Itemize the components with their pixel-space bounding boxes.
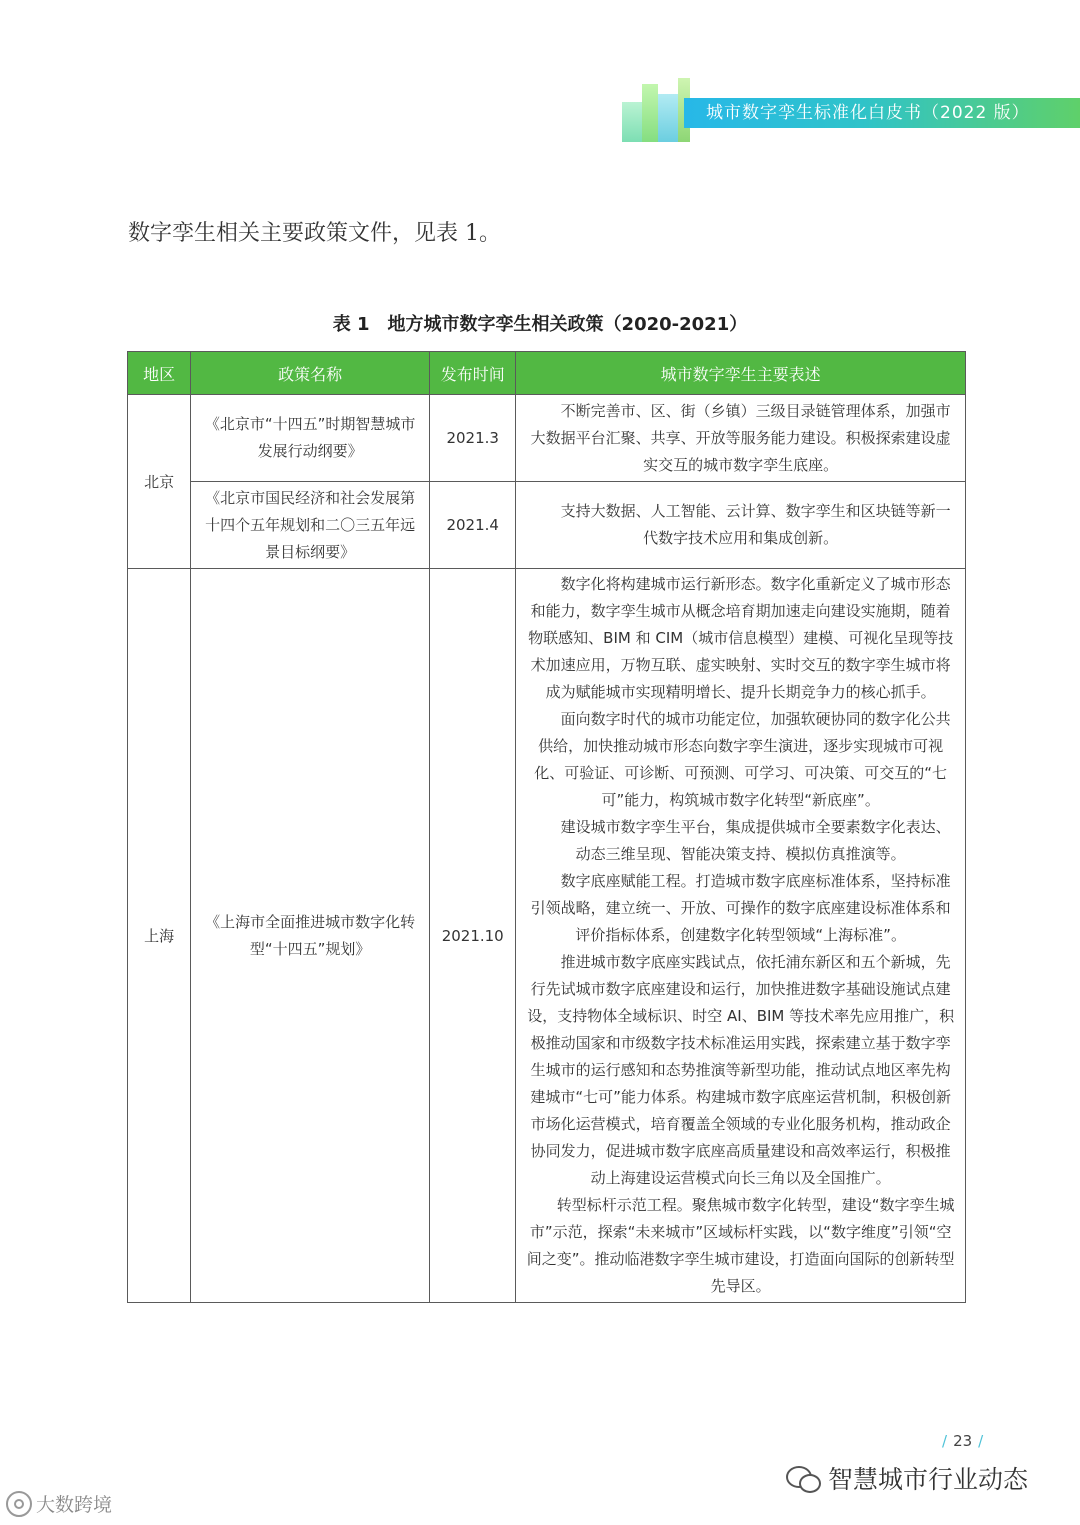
header-banner [612, 78, 1080, 142]
corner-watermark [6, 1490, 112, 1517]
watermark-logo-icon [6, 1491, 32, 1517]
column-header-policy-name: 政策名称 [191, 352, 430, 395]
date-cell: 2021.10 [430, 569, 516, 1303]
table-header-row [128, 352, 966, 395]
date-cell: 2021.3 [430, 395, 516, 482]
column-header-description: 城市数字孪生主要表述 [516, 352, 966, 395]
description-paragraph: 支持大数据、人工智能、云计算、数字孪生和区块链等新一代数字技术应用和集成创新。 [560, 502, 951, 547]
policy-name-cell: 《北京市国民经济和社会发展第十四个五年规划和二〇三五年远景目标纲要》 [191, 482, 430, 569]
region-cell: 上海 [128, 569, 191, 1303]
description-paragraph: 不断完善市、区、街（乡镇）三级目录链管理体系，加强市大数据平台汇聚、共享、开放等服务能力建设。积极探索建设虚实交互的城市数字孪生底座。 [530, 401, 951, 474]
table-row [128, 482, 966, 569]
building-graphic [658, 94, 678, 142]
policy-name-cell: 《上海市全面推进城市数字化转型“十四五”规划》 [191, 569, 430, 1303]
slash-decoration: / [942, 1432, 948, 1450]
policy-name-cell: 《北京市“十四五”时期智慧城市发展行动纲要》 [191, 395, 430, 482]
date-cell: 2021.4 [430, 482, 516, 569]
description-paragraph: 数字化将构建城市运行新形态。数字化重新定义了城市形态和能力，数字孪生城市从概念培育期加速走向建设实施期，随着物联感知、BIM 和 CIM（城市信息模型）建模、可视化呈现等技术加速应用，万物互联、虚实映射、实时交互的数字孪生城市将成为赋能城市实现精明增长、提升长期竞争力的核心抓手。 [528, 575, 954, 701]
description-paragraph: 数字底座赋能工程。打造城市数字底座标准体系，坚持标准引领战略，建立统一、开放、可操作的数字底座建设标准体系和评价指标体系，创建数字化转型领域“上海标准”。 [530, 872, 951, 944]
description-cell [516, 482, 966, 569]
table-caption: 表 1 地方城市数字孪生相关政策（2020-2021） [332, 314, 748, 335]
watermark-text: 大数跨境 [36, 1494, 113, 1516]
document-title: 城市数字孪生标准化白皮书（2022 版） [706, 103, 1030, 123]
region-cell: 北京 [128, 395, 191, 569]
description-cell [516, 395, 966, 482]
wechat-watermark [786, 1460, 1028, 1496]
page-number [936, 1432, 989, 1450]
description-paragraph: 推进城市数字底座实践试点，依托浦东新区和五个新城，先行先试城市数字底座建设和运行，加快推进数字基础设施试点建设，支持物体全域标识、时空 AI、BIM 等技术率先应用推广，积极推动国家和市级数字技术标准运用实践，探索建立基于数字孪生城市的运行感知和态势推演等新型功能，推动试点地区率先构建城市“七可”能力体系。构建城市数字底座运营机制，积极创新市场化运营模式，培育覆盖全领域的专业化服务机构，推动政企协同发力，促进城市数字底座高质量建设和高效率运行，积极推动上海建设运营模式向长三角以及全国推广。 [527, 953, 955, 1187]
description-paragraph: 面向数字时代的城市功能定位，加强软硬协同的数字化公共供给，加快推动城市形态向数字孪生演进，逐步实现城市可视化、可验证、可诊断、可预测、可学习、可决策、可交互的“七可”能力，构筑城市数字化转型“新底座”。 [534, 710, 951, 809]
policy-table [127, 351, 966, 1303]
wechat-account-name: 智慧城市行业动态 [828, 1465, 1029, 1494]
column-header-date: 发布时间 [430, 352, 516, 395]
description-paragraph: 转型标杆示范工程。聚焦城市数字化转型，建设“数字孪生城市”示范，探索“未来城市”区域标杆实践，以“数字维度”引领“空间之变”。推动临港数字孪生城市建设，打造面向国际的创新转型先导区。 [526, 1196, 955, 1295]
intro-text: 数字孪生相关主要政策文件，见表 1。 [128, 221, 501, 246]
page-number-value: 23 [953, 1432, 973, 1450]
building-graphic [622, 102, 642, 142]
table-row [128, 395, 966, 482]
building-graphic [642, 84, 658, 142]
description-paragraph: 建设城市数字孪生平台，集成提供城市全要素数字化表达、动态三维呈现、智能决策支持、模拟仿真推演等。 [560, 818, 951, 863]
slash-decoration: / [978, 1432, 984, 1450]
description-cell [516, 569, 966, 1303]
table-row [128, 569, 966, 1303]
column-header-region: 地区 [128, 352, 191, 395]
wechat-icon [786, 1464, 822, 1492]
